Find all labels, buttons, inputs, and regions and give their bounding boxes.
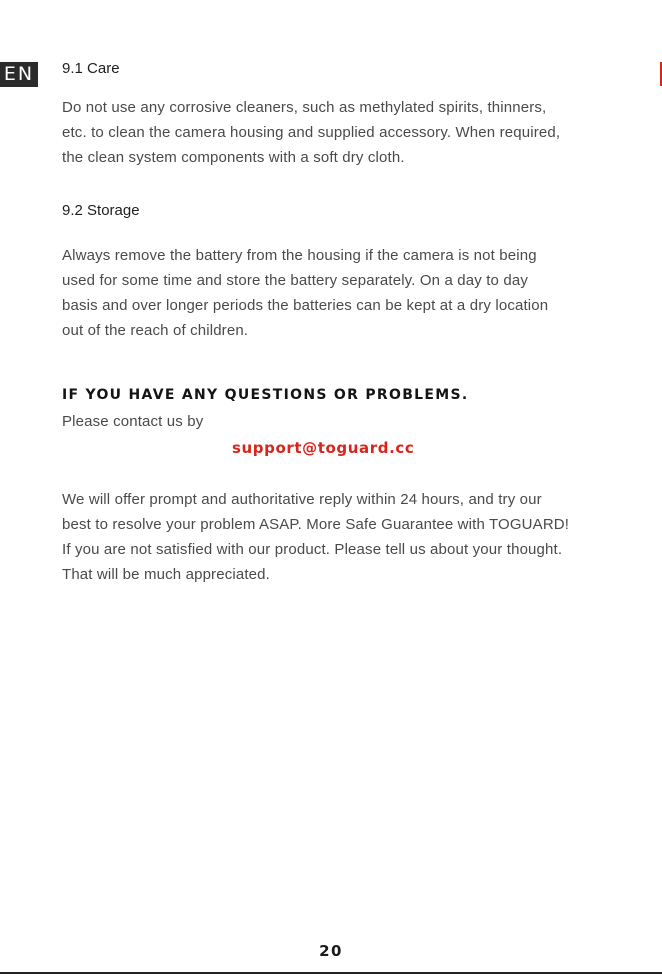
storage-line: Always remove the battery from the housing if the camera is not being: [62, 247, 537, 264]
contact-intro: Please contact us by: [62, 413, 204, 430]
care-section-title: 9.1 Care: [62, 60, 120, 77]
storage-paragraph: [62, 243, 622, 343]
storage-line: out of the reach of children.: [62, 322, 249, 339]
contact-line: best to resolve your problem ASAP. More Safe Guarantee with TOGUARD!: [62, 516, 570, 533]
care-line: the clean system components with a soft dry cloth.: [62, 149, 405, 166]
contact-line: That will be much appreciated.: [62, 566, 270, 583]
bottom-divider: [0, 972, 662, 974]
contact-paragraph: [62, 487, 622, 587]
storage-line: used for some time and store the battery separately. On a day to day: [62, 272, 529, 289]
care-line: Do not use any corrosive cleaners, such as methylated spirits, thinners,: [62, 99, 547, 116]
storage-line: basis and over longer periods the batteries can be kept at a dry location: [62, 297, 549, 314]
contact-line: If you are not satisfied with our product. Please tell us about your thought.: [62, 541, 563, 558]
contact-heading: IF YOU HAVE ANY QUESTIONS OR PROBLEMS.: [62, 387, 469, 403]
care-line: etc. to clean the camera housing and supplied accessory. When required,: [62, 124, 561, 141]
contact-line: We will offer prompt and authoritative reply within 24 hours, and try our: [62, 491, 542, 508]
storage-section-title: 9.2 Storage: [62, 202, 140, 219]
page-number: 20: [319, 942, 343, 960]
care-paragraph: [62, 95, 622, 170]
language-badge: EN: [0, 62, 38, 87]
support-email-link[interactable]: support@toguard.cc: [232, 439, 415, 457]
